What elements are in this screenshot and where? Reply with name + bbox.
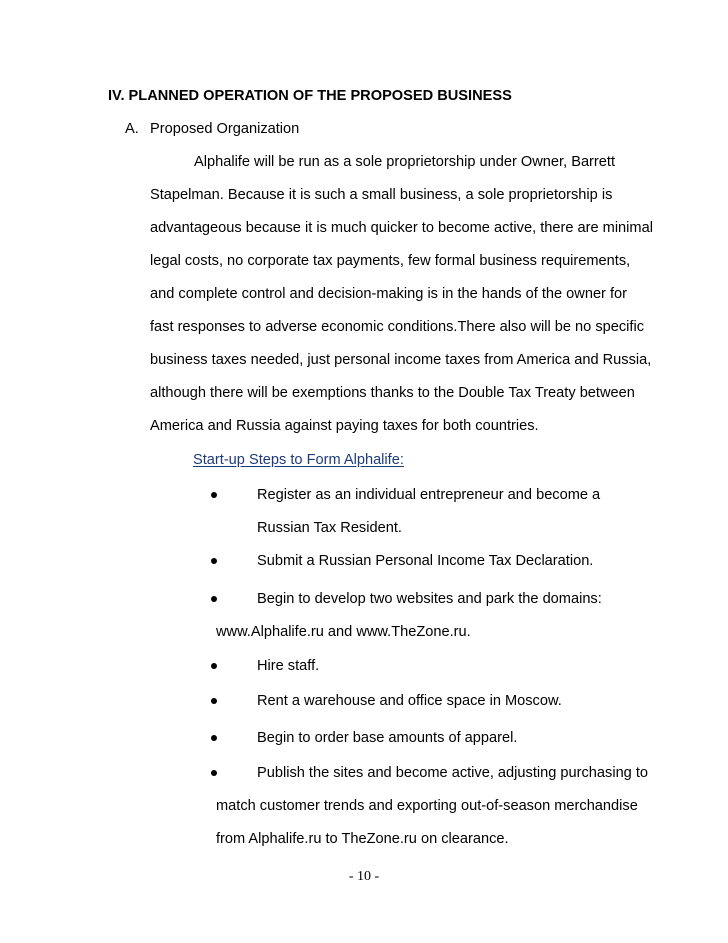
step-text-continued: from Alphalife.ru to TheZone.ru on clearance. xyxy=(216,831,509,847)
bullet-icon xyxy=(210,491,218,499)
bullet-icon xyxy=(210,557,218,565)
step-text-continued: Russian Tax Resident. xyxy=(257,520,402,536)
step-text: Publish the sites and become active, adjusting purchasing to xyxy=(257,765,649,781)
step-text: Rent a warehouse and office space in Moscow. xyxy=(257,693,562,709)
step-text-continued: www.Alphalife.ru and www.TheZone.ru. xyxy=(216,624,471,640)
startup-steps-title: Start-up Steps to Form Alphalife: xyxy=(193,452,404,468)
bullet-icon xyxy=(210,697,218,705)
page-number: - 10 - xyxy=(348,869,380,884)
paragraph-line: Alphalife will be run as a sole proprietorship under Owner, Barrett xyxy=(194,154,616,170)
subsection-letter: A. xyxy=(125,121,139,137)
subsection-title: Proposed Organization xyxy=(150,121,300,137)
paragraph-line: Stapelman. Because it is such a small business, a sole proprietorship is xyxy=(150,187,613,203)
section-heading: IV. PLANNED OPERATION OF THE PROPOSED BUSINESS xyxy=(108,88,512,104)
paragraph-line: America and Russia against paying taxes for both countries. xyxy=(150,418,539,434)
paragraph-line: although there will be exemptions thanks to the Double Tax Treaty between xyxy=(150,385,635,401)
step-text: Begin to order base amounts of apparel. xyxy=(257,730,518,746)
bullet-icon xyxy=(210,662,218,670)
step-text-continued: match customer trends and exporting out-of-season merchandise xyxy=(216,798,638,814)
paragraph-line: fast responses to adverse economic conditions.There also will be no specific xyxy=(150,319,645,335)
bullet-icon xyxy=(210,734,218,742)
paragraph-line: legal costs, no corporate tax payments, few formal business requirements, xyxy=(150,253,631,269)
step-text: Submit a Russian Personal Income Tax Declaration. xyxy=(257,553,594,569)
paragraph-line: and complete control and decision-making is in the hands of the owner for xyxy=(150,286,628,302)
step-text: Hire staff. xyxy=(257,658,320,674)
bullet-icon xyxy=(210,769,218,777)
step-text: Begin to develop two websites and park the domains: xyxy=(257,591,602,607)
step-text: Register as an individual entrepreneur and become a xyxy=(257,487,601,503)
paragraph-line: advantageous because it is much quicker to become active, there are minimal xyxy=(150,220,653,236)
paragraph-line: business taxes needed, just personal income taxes from America and Russia, xyxy=(150,352,652,368)
bullet-icon xyxy=(210,595,218,603)
